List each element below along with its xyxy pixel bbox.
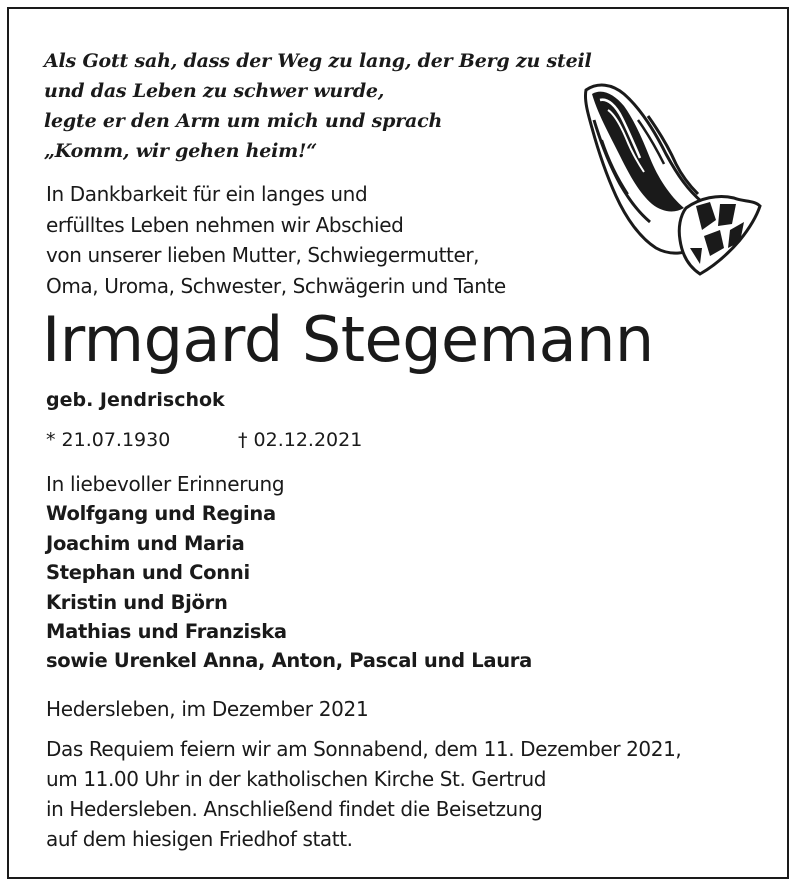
mourner-name: Wolfgang und Regina [46,502,276,526]
poem [44,46,592,166]
service-line: Das Requiem feiern wir am Sonnabend, dem 11. Dezember 2021, [46,737,682,761]
service-line: auf dem hiesigen Friedhof statt. [46,827,353,851]
service-line: um 11.00 Uhr in der katholischen Kirche St. Gertrud [46,767,547,791]
birth-date: * 21.07.1930 [46,429,171,451]
service-line: in Hedersleben. Anschließend findet die Beisetzung [46,797,543,821]
mourner-name: Stephan und Conni [46,561,250,585]
service-info [46,734,681,854]
mourner-name: sowie Urenkel Anna, Anton, Pascal und Laura [46,649,532,673]
poem-line: „Komm, wir gehen heim!“ [44,140,317,162]
deceased-name: Irmgard Stegemann [42,303,654,376]
mourner-name: Kristin und Björn [46,590,228,614]
praying-hands-icon [578,80,764,280]
mourner-name: Mathias und Franziska [46,620,287,644]
intro-line: In Dankbarkeit für ein langes und [46,182,368,206]
intro-line: erfülltes Leben nehmen wir Abschied [46,212,404,237]
mourners-heading: In liebevoller Erinnerung [46,472,285,496]
maiden-name: geb. Jendrischok [46,389,225,411]
death-date: † 02.12.2021 [238,429,363,451]
place-date: Hedersleben, im Dezember 2021 [46,697,369,721]
mourners [46,470,532,676]
mourner-name: Joachim und Maria [46,531,245,555]
intro-line: von unserer lieben Mutter, Schwiegermutter, [46,243,480,267]
poem-line: und das Leben zu schwer wurde, [44,80,385,102]
intro-line: Oma, Uroma, Schwester, Schwägerin und Tante [46,273,506,298]
poem-line: Als Gott sah, dass der Weg zu lang, der Berg zu steil [44,50,592,72]
life-dates [46,425,363,455]
poem-line: legte er den Arm um mich und sprach [44,110,443,132]
intro-text [46,179,506,301]
